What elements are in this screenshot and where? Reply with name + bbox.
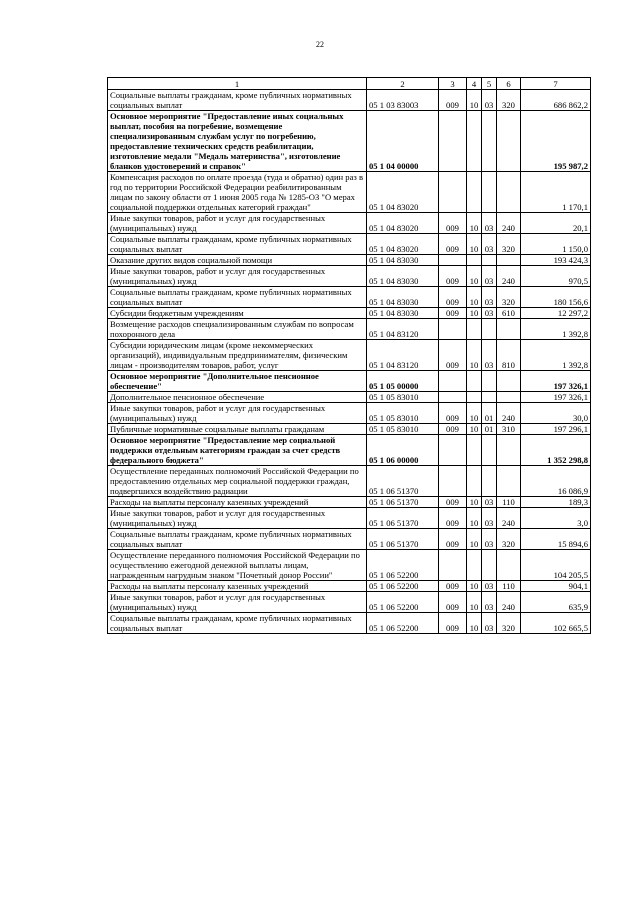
table-row bbox=[108, 508, 591, 529]
cell-c4 bbox=[467, 392, 482, 403]
cell-c6: 320 bbox=[497, 529, 521, 550]
cell-c6: 110 bbox=[497, 581, 521, 592]
cell-c5 bbox=[482, 319, 497, 340]
cell-c6 bbox=[497, 435, 521, 466]
header-cell: 1 bbox=[108, 78, 367, 90]
cell-name: Основное мероприятие "Дополнительное пенсионное обеспечение" bbox=[108, 371, 367, 392]
cell-amount: 20,1 bbox=[521, 213, 591, 234]
table-row bbox=[108, 435, 591, 466]
cell-c5: 03 bbox=[482, 266, 497, 287]
cell-c3: 009 bbox=[439, 403, 467, 424]
cell-name: Осуществление переданных полномочий Российской Федерации по предоставлению отдельных мер социальной поддержки граждан, подвергшихся воздействию радиации bbox=[108, 466, 367, 497]
cell-name: Расходы на выплаты персоналу казенных учреждений bbox=[108, 497, 367, 508]
cell-c4: 10 bbox=[467, 592, 482, 613]
cell-c6 bbox=[497, 172, 521, 213]
cell-c3 bbox=[439, 466, 467, 497]
cell-c6 bbox=[497, 466, 521, 497]
cell-c4 bbox=[467, 319, 482, 340]
cell-c4: 10 bbox=[467, 424, 482, 435]
cell-c4: 10 bbox=[467, 266, 482, 287]
cell-c5: 03 bbox=[482, 613, 497, 634]
cell-name: Основное мероприятие "Предоставление мер социальной поддержки отдельным категориям граждан за счет средств федерального бюджета" bbox=[108, 435, 367, 466]
table-row bbox=[108, 581, 591, 592]
cell-name: Оказание других видов социальной помощи bbox=[108, 255, 367, 266]
cell-amount: 30,0 bbox=[521, 403, 591, 424]
cell-c3 bbox=[439, 550, 467, 581]
cell-c3: 009 bbox=[439, 613, 467, 634]
cell-c6: 320 bbox=[497, 234, 521, 255]
cell-c3: 009 bbox=[439, 340, 467, 371]
cell-code: 05 1 04 83030 bbox=[367, 287, 439, 308]
table-row bbox=[108, 172, 591, 213]
cell-c6: 110 bbox=[497, 497, 521, 508]
cell-c6 bbox=[497, 371, 521, 392]
cell-amount: 197 326,1 bbox=[521, 392, 591, 403]
cell-c4 bbox=[467, 371, 482, 392]
cell-amount: 104 205,5 bbox=[521, 550, 591, 581]
cell-c5 bbox=[482, 435, 497, 466]
cell-name: Субсидии бюджетным учреждениям bbox=[108, 308, 367, 319]
cell-name: Субсидии юридическим лицам (кроме некоммерческих организаций), индивидуальным предпринимателям, физическим лицам - производителям товаров, работ, услуг bbox=[108, 340, 367, 371]
cell-name: Публичные нормативные социальные выплаты гражданам bbox=[108, 424, 367, 435]
cell-code: 05 1 05 83010 bbox=[367, 424, 439, 435]
table-row bbox=[108, 613, 591, 634]
cell-code: 05 1 04 83120 bbox=[367, 319, 439, 340]
cell-name: Расходы на выплаты персоналу казенных учреждений bbox=[108, 581, 367, 592]
cell-code: 05 1 04 83030 bbox=[367, 266, 439, 287]
cell-c4 bbox=[467, 255, 482, 266]
cell-c3: 009 bbox=[439, 90, 467, 111]
cell-c6 bbox=[497, 319, 521, 340]
table-row bbox=[108, 255, 591, 266]
cell-name: Социальные выплаты гражданам, кроме публичных нормативных социальных выплат bbox=[108, 90, 367, 111]
cell-code: 05 1 05 00000 bbox=[367, 371, 439, 392]
cell-c6 bbox=[497, 111, 521, 172]
cell-c3 bbox=[439, 255, 467, 266]
cell-c3: 009 bbox=[439, 287, 467, 308]
cell-c6: 320 bbox=[497, 90, 521, 111]
table-row bbox=[108, 592, 591, 613]
cell-c3: 009 bbox=[439, 234, 467, 255]
cell-name: Возмещение расходов специализированным службам по вопросам похоронного дела bbox=[108, 319, 367, 340]
cell-c5: 01 bbox=[482, 424, 497, 435]
cell-c4: 10 bbox=[467, 308, 482, 319]
cell-c5 bbox=[482, 371, 497, 392]
cell-name: Социальные выплаты гражданам, кроме публичных нормативных социальных выплат bbox=[108, 529, 367, 550]
page-number: 22 bbox=[316, 40, 324, 49]
header-row bbox=[108, 78, 591, 90]
table-row bbox=[108, 287, 591, 308]
cell-name: Иные закупки товаров, работ и услуг для государственных (муниципальных) нужд bbox=[108, 403, 367, 424]
cell-c4: 10 bbox=[467, 581, 482, 592]
cell-c6: 240 bbox=[497, 403, 521, 424]
cell-c3: 009 bbox=[439, 508, 467, 529]
cell-c5: 03 bbox=[482, 497, 497, 508]
table-row bbox=[108, 424, 591, 435]
cell-amount: 970,5 bbox=[521, 266, 591, 287]
cell-c6: 240 bbox=[497, 508, 521, 529]
header-cell: 6 bbox=[497, 78, 521, 90]
cell-name: Иные закупки товаров, работ и услуг для государственных (муниципальных) нужд bbox=[108, 592, 367, 613]
cell-name: Осуществление переданного полномочия Российской Федерации по осуществлению ежегодной денежной выплаты лицам, награжденным нагрудным знаком "Почетный донор России" bbox=[108, 550, 367, 581]
cell-name: Социальные выплаты гражданам, кроме публичных нормативных социальных выплат bbox=[108, 234, 367, 255]
header-cell: 3 bbox=[439, 78, 467, 90]
table-row bbox=[108, 550, 591, 581]
cell-code: 05 1 04 83020 bbox=[367, 172, 439, 213]
cell-c4 bbox=[467, 111, 482, 172]
cell-name: Иные закупки товаров, работ и услуг для государственных (муниципальных) нужд bbox=[108, 508, 367, 529]
cell-c4: 10 bbox=[467, 403, 482, 424]
cell-amount: 1 392,8 bbox=[521, 319, 591, 340]
cell-amount: 1 352 298,8 bbox=[521, 435, 591, 466]
table-row bbox=[108, 371, 591, 392]
table-row bbox=[108, 266, 591, 287]
cell-code: 05 1 06 00000 bbox=[367, 435, 439, 466]
cell-c5: 03 bbox=[482, 592, 497, 613]
cell-c4: 10 bbox=[467, 340, 482, 371]
table-row bbox=[108, 392, 591, 403]
cell-amount: 12 297,2 bbox=[521, 308, 591, 319]
budget-table bbox=[107, 77, 591, 634]
cell-c3 bbox=[439, 111, 467, 172]
cell-amount: 1 392,8 bbox=[521, 340, 591, 371]
table-row bbox=[108, 497, 591, 508]
cell-c3: 009 bbox=[439, 529, 467, 550]
cell-c6 bbox=[497, 255, 521, 266]
cell-c5 bbox=[482, 550, 497, 581]
cell-amount: 180 156,6 bbox=[521, 287, 591, 308]
cell-amount: 3,0 bbox=[521, 508, 591, 529]
cell-amount: 193 424,3 bbox=[521, 255, 591, 266]
cell-c6: 320 bbox=[497, 613, 521, 634]
cell-c3: 009 bbox=[439, 266, 467, 287]
cell-c4 bbox=[467, 435, 482, 466]
cell-c4: 10 bbox=[467, 529, 482, 550]
cell-c6: 240 bbox=[497, 266, 521, 287]
table-row bbox=[108, 213, 591, 234]
cell-c4: 10 bbox=[467, 497, 482, 508]
header-cell: 7 bbox=[521, 78, 591, 90]
cell-name: Дополнительное пенсионное обеспечение bbox=[108, 392, 367, 403]
cell-c3: 009 bbox=[439, 424, 467, 435]
cell-c3 bbox=[439, 435, 467, 466]
cell-c6 bbox=[497, 550, 521, 581]
cell-c4 bbox=[467, 172, 482, 213]
cell-c6: 240 bbox=[497, 592, 521, 613]
cell-c5: 03 bbox=[482, 529, 497, 550]
cell-c5: 03 bbox=[482, 508, 497, 529]
header-cell: 2 bbox=[367, 78, 439, 90]
cell-code: 05 1 03 83003 bbox=[367, 90, 439, 111]
cell-c3 bbox=[439, 319, 467, 340]
cell-c5: 03 bbox=[482, 581, 497, 592]
cell-c3: 009 bbox=[439, 581, 467, 592]
cell-amount: 189,3 bbox=[521, 497, 591, 508]
header-cell: 5 bbox=[482, 78, 497, 90]
cell-code: 05 1 06 52200 bbox=[367, 592, 439, 613]
cell-c4: 10 bbox=[467, 613, 482, 634]
cell-code: 05 1 05 83010 bbox=[367, 403, 439, 424]
cell-c5 bbox=[482, 392, 497, 403]
cell-code: 05 1 04 83030 bbox=[367, 255, 439, 266]
cell-code: 05 1 06 51370 bbox=[367, 529, 439, 550]
cell-code: 05 1 06 52200 bbox=[367, 550, 439, 581]
cell-c5: 03 bbox=[482, 340, 497, 371]
cell-name: Основное мероприятие "Предоставление иных социальных выплат, пособия на погребение, возмещение специализированным службам услуг по погребению, предоставление технических средств реабилитации, изготовление медали "Медаль материнства", изготовление бланков удостоверений и справок" bbox=[108, 111, 367, 172]
table-row bbox=[108, 111, 591, 172]
cell-name: Иные закупки товаров, работ и услуг для государственных (муниципальных) нужд bbox=[108, 266, 367, 287]
table-row bbox=[108, 466, 591, 497]
cell-amount: 635,9 bbox=[521, 592, 591, 613]
cell-c5: 03 bbox=[482, 234, 497, 255]
cell-c5: 03 bbox=[482, 90, 497, 111]
cell-c5 bbox=[482, 255, 497, 266]
cell-c6: 810 bbox=[497, 340, 521, 371]
cell-code: 05 1 06 51370 bbox=[367, 508, 439, 529]
cell-c4: 10 bbox=[467, 234, 482, 255]
cell-c4: 10 bbox=[467, 508, 482, 529]
header-cell: 4 bbox=[467, 78, 482, 90]
cell-name: Социальные выплаты гражданам, кроме публичных нормативных социальных выплат bbox=[108, 613, 367, 634]
cell-c6 bbox=[497, 392, 521, 403]
cell-amount: 195 987,2 bbox=[521, 111, 591, 172]
cell-amount: 1 170,1 bbox=[521, 172, 591, 213]
cell-code: 05 1 06 52200 bbox=[367, 581, 439, 592]
cell-c3: 009 bbox=[439, 592, 467, 613]
table-row bbox=[108, 90, 591, 111]
cell-name: Иные закупки товаров, работ и услуг для государственных (муниципальных) нужд bbox=[108, 213, 367, 234]
cell-c3 bbox=[439, 371, 467, 392]
cell-c4 bbox=[467, 550, 482, 581]
cell-c3: 009 bbox=[439, 213, 467, 234]
cell-c4: 10 bbox=[467, 90, 482, 111]
table-row bbox=[108, 234, 591, 255]
cell-name: Компенсация расходов по оплате проезда (туда и обратно) один раз в год по территории Российской Федерации реабилитированным лицам по закону области от 1 июня 2005 года № 1285-ОЗ "О мерах социальной поддержки отдельных категорий граждан" bbox=[108, 172, 367, 213]
cell-amount: 16 086,9 bbox=[521, 466, 591, 497]
cell-c3: 009 bbox=[439, 497, 467, 508]
cell-amount: 197 296,1 bbox=[521, 424, 591, 435]
cell-c5: 01 bbox=[482, 403, 497, 424]
cell-amount: 686 862,2 bbox=[521, 90, 591, 111]
cell-code: 05 1 04 00000 bbox=[367, 111, 439, 172]
cell-code: 05 1 04 83120 bbox=[367, 340, 439, 371]
cell-amount: 15 894,6 bbox=[521, 529, 591, 550]
cell-amount: 1 150,0 bbox=[521, 234, 591, 255]
cell-code: 05 1 04 83030 bbox=[367, 308, 439, 319]
cell-c5 bbox=[482, 466, 497, 497]
cell-c4: 10 bbox=[467, 287, 482, 308]
table-row bbox=[108, 340, 591, 371]
cell-code: 05 1 06 52200 bbox=[367, 613, 439, 634]
table-row bbox=[108, 319, 591, 340]
cell-amount: 904,1 bbox=[521, 581, 591, 592]
cell-c5 bbox=[482, 172, 497, 213]
cell-c3: 009 bbox=[439, 308, 467, 319]
table-row bbox=[108, 403, 591, 424]
cell-c5: 03 bbox=[482, 213, 497, 234]
cell-amount: 102 665,5 bbox=[521, 613, 591, 634]
cell-c5 bbox=[482, 111, 497, 172]
cell-code: 05 1 06 51370 bbox=[367, 497, 439, 508]
cell-name: Социальные выплаты гражданам, кроме публичных нормативных социальных выплат bbox=[108, 287, 367, 308]
cell-c3 bbox=[439, 392, 467, 403]
cell-c6: 240 bbox=[497, 213, 521, 234]
cell-c6: 320 bbox=[497, 287, 521, 308]
cell-c4 bbox=[467, 466, 482, 497]
cell-code: 05 1 04 83020 bbox=[367, 213, 439, 234]
cell-code: 05 1 05 83010 bbox=[367, 392, 439, 403]
cell-c4: 10 bbox=[467, 213, 482, 234]
cell-c6: 610 bbox=[497, 308, 521, 319]
cell-c5: 03 bbox=[482, 308, 497, 319]
cell-amount: 197 326,1 bbox=[521, 371, 591, 392]
cell-code: 05 1 06 51370 bbox=[367, 466, 439, 497]
cell-c5: 03 bbox=[482, 287, 497, 308]
cell-code: 05 1 04 83020 bbox=[367, 234, 439, 255]
cell-c6: 310 bbox=[497, 424, 521, 435]
cell-c3 bbox=[439, 172, 467, 213]
table-row bbox=[108, 308, 591, 319]
table-row bbox=[108, 529, 591, 550]
